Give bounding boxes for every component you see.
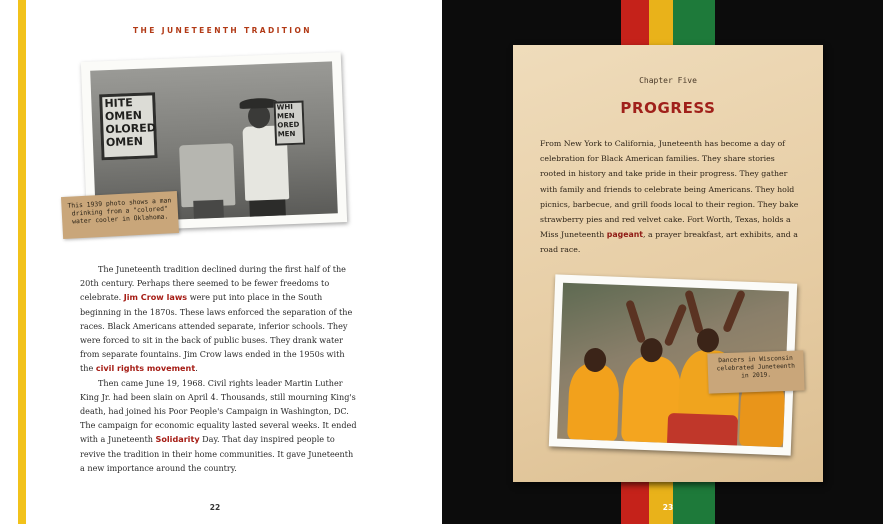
dancer-head (697, 328, 720, 353)
sign-line: OMEN (105, 134, 144, 150)
paragraph (80, 262, 358, 376)
raised-arm (625, 299, 646, 343)
chapter-title: PROGRESS (620, 99, 716, 117)
text-run: From New York to California, Juneteenth has become a day of celebration for Black American families. They share stories rooted in history and take pride in their progress. They gather with family and friends to celebrate being Americans. They hold picnics, barbecue, and grill foods local to their region. They bake strawberry pies and red velvet cake. Fort Worth, Texas, holds a Miss Juneteenth (540, 139, 799, 240)
page-number: 23 (662, 503, 674, 512)
body-text-left (80, 262, 358, 475)
text-run: . (195, 363, 198, 374)
sign-line: MEN (276, 111, 295, 121)
segregation-sign-small (273, 101, 305, 146)
water-cooler (179, 143, 235, 207)
yellow-edge-stripe (18, 0, 26, 524)
man-figure-hat (239, 98, 277, 109)
glossary-term-pageant[interactable]: pageant (606, 230, 644, 240)
glossary-term-solidarity[interactable]: Solidarity (155, 434, 200, 445)
sign-line: HITE (104, 96, 134, 111)
sign-line: OMEN (104, 108, 143, 124)
chapter-label: Chapter Five (639, 76, 697, 85)
running-head: THE JUNETEENTH TRADITION (133, 26, 312, 35)
sign-line: ORED (277, 120, 300, 130)
chapter-card (513, 45, 823, 482)
text-run: , a prayer breakfast, art exhibits, and a road race. (540, 230, 798, 255)
text-run: The Juneteenth tradition declined during the first half of the 20th century. Perhaps there seemed to be fewer freedoms to celebrate. (80, 264, 346, 303)
raised-arm (722, 289, 746, 333)
sign-line: OLORED (105, 121, 157, 137)
glossary-term-civil-rights-movement[interactable]: civil rights movement (95, 363, 196, 374)
text-run: were put into place in the South beginning in the 1870s. These laws enforced the separation of the races. Black Americans attended separate, inferior schools. They were forced to sit in the back of public buses. They drank water from separate fountains. Jim Crow laws ended in the 1950s with the (80, 292, 353, 374)
text-run: Then came June 19, 1968. Civil rights leader Martin Luther King Jr. had been slain on April 4. Thousands, still mourning King's death, had joined his Poor People's Campaign in Washington, DC. The campaign for economic equality lasted several weeks. It ended with a Juneteenth (80, 377, 357, 445)
segregation-sign (99, 92, 157, 160)
photo-caption: This 1939 photo shows a man drinking from a "colored" water cooler in Oklahoma. (61, 191, 179, 239)
glossary-term-jim-crow-laws[interactable]: Jim Crow laws (123, 292, 188, 303)
right-page (442, 0, 883, 524)
sign-line: WHI (276, 102, 294, 112)
sign-line: MEN (277, 129, 296, 139)
patterned-skirt (667, 413, 738, 446)
water-cooler-stand (193, 200, 224, 219)
raised-arm (684, 290, 704, 335)
body-text-right (540, 136, 802, 258)
dancer-figure (567, 363, 620, 441)
photo-caption: Dancers in Wisconsin celebrated Juneteenth in 2019. (707, 350, 804, 393)
page-number: 22 (209, 503, 221, 512)
raised-arm (664, 303, 688, 347)
paragraph (80, 376, 358, 475)
text-run: Day. That day inspired people to revive the tradition in their home communities. It gave Juneteenth a new importance around the country. (80, 434, 354, 473)
